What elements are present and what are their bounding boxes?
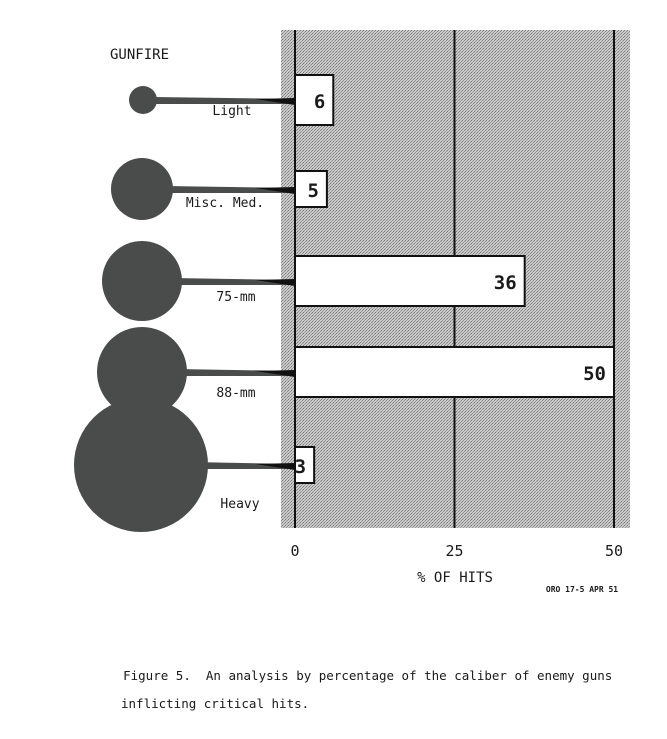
caliber-marker [129,86,295,119]
category-label: Heavy [220,497,260,512]
caption-line-2: inflicting critical hits. [121,696,310,711]
category-label: 88-mm [216,386,256,401]
bar-group [295,75,333,125]
caption-line-1: Figure 5. An analysis by percentage of the caliber of enemy guns [123,668,613,683]
category-label: Light [212,104,252,119]
category-label: 75-mm [216,290,256,305]
bar-value-label: 36 [493,272,517,294]
caliber-circle [111,158,173,220]
bar-value-label: 5 [307,180,319,202]
caliber-circle [129,86,157,114]
x-tick-labels [290,542,623,560]
oro-stamp: ORO 17-5 APR 51 [545,585,619,594]
bar-group [295,171,327,207]
caliber-marker [102,241,295,321]
bar-value-label: 50 [583,363,606,385]
x-tick-label: 50 [604,542,624,560]
caliber-markers [74,86,295,532]
bar-value-label: 6 [313,91,326,113]
caliber-marker [74,398,295,532]
bar [295,347,614,397]
x-axis-label: % OF HITS [417,570,493,586]
caliber-circle [74,398,208,532]
category-label: Misc. Med. [185,196,265,211]
bar-group [295,256,525,306]
x-tick-label: 0 [290,542,300,560]
x-tick-label: 25 [445,542,464,560]
caliber-marker [111,158,295,220]
bar [295,256,525,306]
bar-group [295,347,614,397]
bar-value-label: 3 [294,456,307,478]
figure-caption [93,655,653,739]
bar-group [295,447,314,483]
caliber-circle [102,241,182,321]
chart-title: GUNFIRE [110,47,170,63]
